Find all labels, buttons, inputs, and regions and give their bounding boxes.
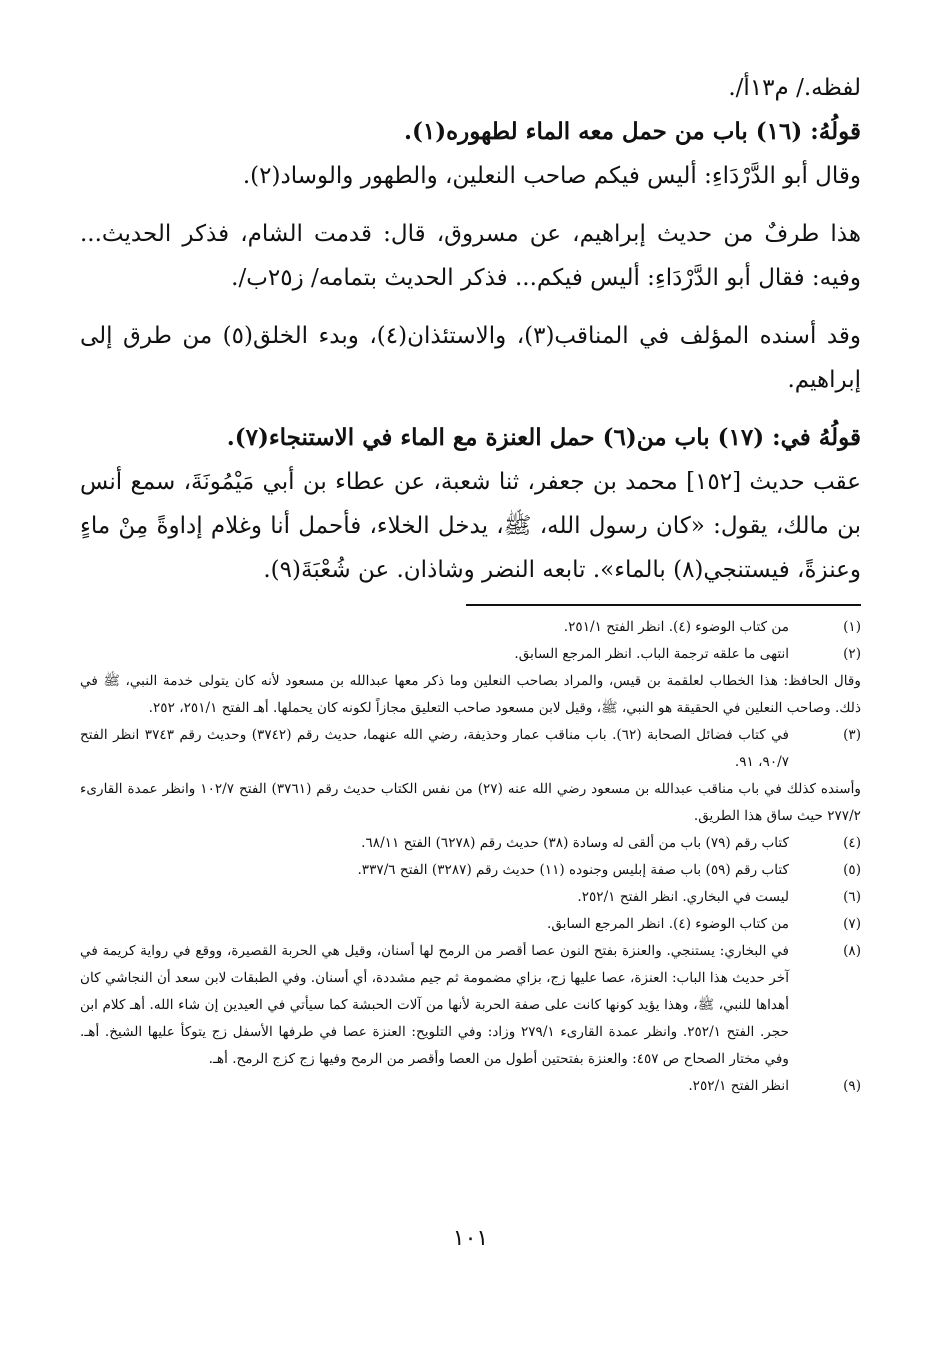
- footnote-number: (٦): [843, 889, 861, 905]
- footnote-text: انتهى ما علقه ترجمة الباب. انظر المرجع السابق.: [514, 646, 789, 662]
- footnote-number: (٨): [843, 943, 861, 959]
- footnote-4: [80, 830, 861, 857]
- footnote-text: من كتاب الوضوء (٤). انظر الفتح ٢٥١/١.: [563, 619, 789, 635]
- footnote-number: (٩): [843, 1078, 861, 1094]
- footnote-text: في كتاب فضائل الصحابة (٦٢). باب مناقب عمار وحذيفة، رضي الله عنهما، حديث رقم (٣٧٤٢) وحديث رقم ٣٧٤٣ انظر الفتح ٩٠/٧، ٩١.: [80, 727, 789, 770]
- footnote-2: [80, 641, 861, 668]
- footnote-text: كتاب رقم (٧٩) باب من ألقى له وسادة (٣٨) حديث رقم (٦٢٧٨) الفتح ٦٨/١١.: [361, 835, 789, 851]
- footnote-3-continuation: وأسنده كذلك في باب مناقب عبدالله بن مسعود رضي الله عنه (٢٧) من نفس الكتاب حديث رقم (٣٧٦١) الفتح ١٠٢/٧ وانظر عمدة القارىء ٢٧٧/٢ حيث ساق هذا الطريق.: [80, 781, 861, 824]
- footnotes: [80, 614, 861, 1100]
- footnote-text: انظر الفتح ٢٥٢/١.: [688, 1078, 789, 1094]
- paragraph-2-heading: قولُهُ: (١٦) باب من حمل معه الماء لطهوره(١).: [404, 118, 861, 145]
- paragraph-7: عقب حديث [١٥٢] محمد بن جعفر، ثنا شعبة، عن عطاء بن أبي مَيْمُونَةَ، سمع أنس بن مالك، يقول: «كان رسول الله، ﷺ، يدخل الخلاء، فأحمل أنا وغلام إداوةً مِنْ ماءٍ وعنزةً، فيستنجي(٨) بالماء». تابعه النضر وشاذان. عن شُعْبَةَ(٩).: [80, 469, 861, 583]
- footnote-number: (٤): [843, 835, 861, 851]
- footnote-3: [80, 722, 861, 776]
- footnote-number: (٧): [843, 916, 861, 932]
- footnote-number: (٢): [843, 646, 861, 662]
- footnote-text: من كتاب الوضوء (٤). انظر المرجع السابق.: [547, 916, 789, 932]
- footnote-8: [80, 938, 861, 1073]
- footnote-divider: [466, 604, 861, 606]
- footnote-text: ليست في البخاري. انظر الفتح ٢٥٢/١.: [577, 889, 789, 905]
- footnote-number: (٣): [843, 727, 861, 743]
- footnote-2-continuation: وقال الحافظ: هذا الخطاب لعلقمة بن قيس، والمراد بصاحب النعلين وما ذكر معها عبدالله بن مسعود لأنه كان يتولى خدمة النبي، ﷺ في ذلك. وصاحب النعلين في الحقيقة هو النبي، ﷺ، وقيل لابن مسعود صاحب التعليق مجازاً لكونه كان يحملها. أهـ الفتح ٢٥١/١، ٢٥٢.: [80, 673, 861, 716]
- paragraph-4: هذا طرفٌ من حديث إبراهيم، عن مسروق، قال: قدمت الشام، فذكر الحديث... وفيه: فقال أبو الدَّرْدَاءِ: أليس فيكم... فذكر الحديث بتمامه/ ز٢٥ب/.: [80, 221, 861, 291]
- main-text: [80, 66, 861, 592]
- footnote-5: [80, 857, 861, 884]
- footnote-9: [80, 1073, 861, 1100]
- paragraph-5: وقد أسنده المؤلف في المناقب(٣)، والاستئذان(٤)، وبدء الخلق(٥) من طرق إلى إبراهيم.: [80, 323, 861, 393]
- paragraph-1: لفظه./ م١٣أ/.: [728, 75, 861, 101]
- footnote-number: (١): [843, 619, 861, 635]
- footnote-7: [80, 911, 861, 938]
- paragraph-3: وقال أبو الدَّرْدَاءِ: أليس فيكم صاحب النعلين، والطهور والوساد(٢).: [242, 163, 861, 189]
- footnote-text: كتاب رقم (٥٩) باب صفة إبليس وجنوده (١١) حديث رقم (٣٢٨٧) الفتح ٣٣٧/٦.: [357, 862, 789, 878]
- footnote-text: في البخاري: يستنجي. والعنزة بفتح النون عصا أقصر من الرمح لها أسنان، وقيل هي الحربة القصيرة، ووقع في رواية كريمة في آخر حديث هذا الباب: العنزة، عصا عليها زج، بزاي مضمومة ثم جيم مشددة، أي أسنان. وفي الطبقات لابن سعد أن النجاشي كان أهداها للنبي، ﷺ، وهذا يؤيد كونها كانت على صفة الحربة لأنها من آلات الحبشة كما سيأتي في العيدين إن شاء الله. أهـ كلام ابن حجر. الفتح ٢٥٢/١. وانظر عمدة القارىء ٢٧٩/١ وزاد: وفي التلويح: العنزة عصا في طرفها الأسفل زج يتوكأ عليها الشيخ. أهـ. وفي مختار الصحاح ص ٤٥٧: والعنزة بفتحتين أطول من العصا وأقصر من الرمح وفيها زج كزج الرمح. أهـ.: [80, 943, 789, 1067]
- page-number: ١٠١: [452, 1226, 489, 1251]
- footnote-number: (٥): [843, 862, 861, 878]
- footnote-1: [80, 614, 861, 641]
- paragraph-6-heading: قولُهُ في: (١٧) باب من(٦) حمل العنزة مع الماء في الاستنجاء(٧).: [226, 424, 861, 451]
- footnote-6: [80, 884, 861, 911]
